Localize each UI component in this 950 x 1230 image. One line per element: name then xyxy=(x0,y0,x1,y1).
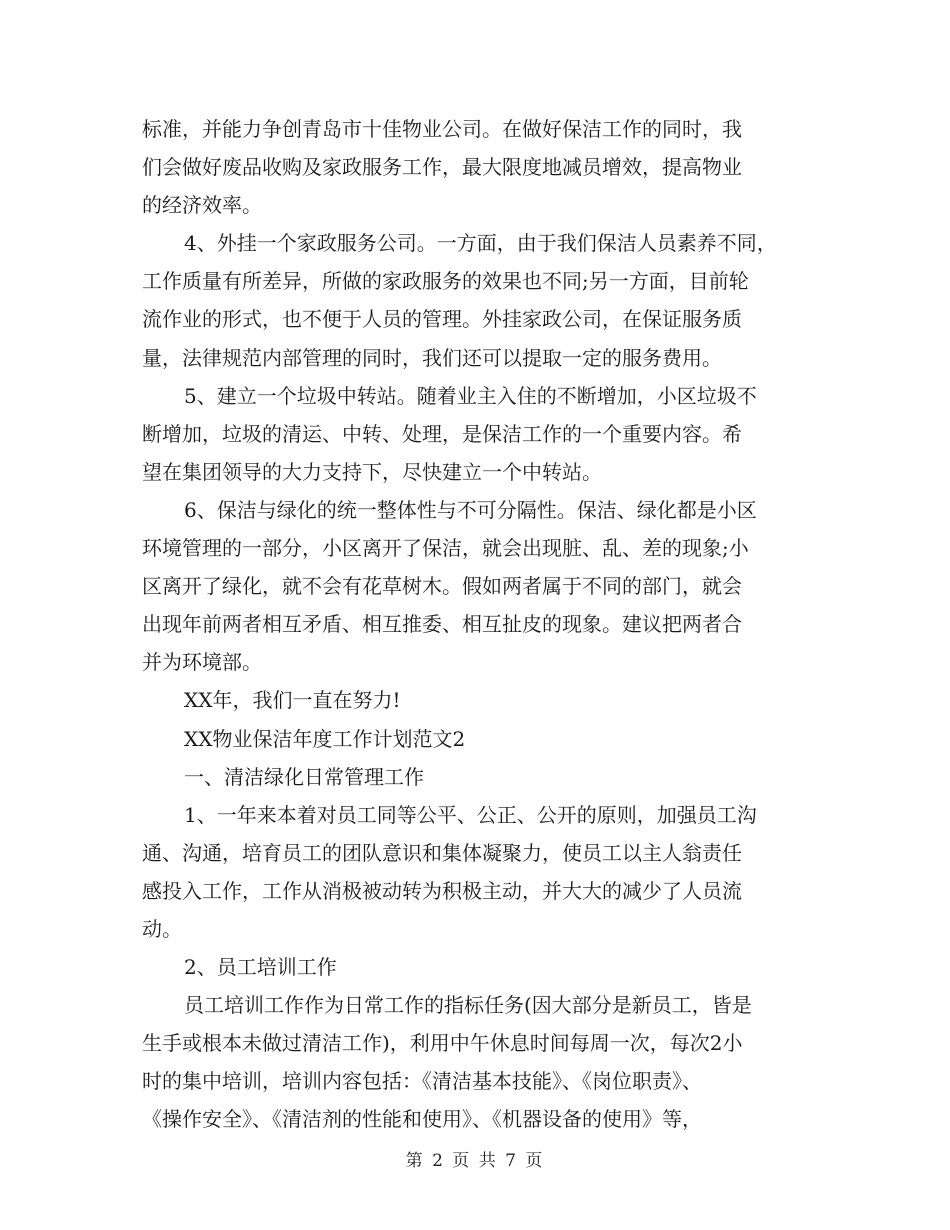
text-line: 断增加，垃圾的清运、中转、处理，是保洁工作的一个重要内容。希 xyxy=(142,421,742,446)
text-line: 6、保洁与绿化的统一整体性与不可分隔性。保洁、绿化都是小区 xyxy=(184,497,757,522)
text-line: 生手或根本未做过清洁工作)，利用中午休息时间每周一次，每次2小 xyxy=(142,1031,743,1056)
text-line: 通、沟通，培育员工的团队意识和集体凝聚力，使员工以主人翁责任 xyxy=(142,840,742,865)
page-footer: 第 2 页 共 7 页 xyxy=(405,1151,545,1171)
text-line: 员工培训工作作为日常工作的指标任务(因大部分是新员工，皆是 xyxy=(184,993,752,1018)
text-line: XX物业保洁年度工作计划范文2 xyxy=(184,726,466,751)
text-line: 的经济效率。 xyxy=(142,193,262,218)
text-line: 并为环境部。 xyxy=(142,650,262,675)
document-body xyxy=(142,110,812,1139)
text-line: 4、外挂一个家政服务公司。一方面，由于我们保洁人员素养不同， xyxy=(184,231,777,256)
text-line: 区离开了绿化，就不会有花草树木。假如两者属于不同的部门，就会 xyxy=(142,574,742,599)
text-line: 标准，并能力争创青岛市十佳物业公司。在做好保洁工作的同时，我 xyxy=(142,117,742,141)
text-line: 流作业的形式，也不便于人员的管理。外挂家政公司，在保证服务质 xyxy=(142,307,742,332)
text-line: 5、建立一个垃圾中转站。随着业主入住的不断增加，小区垃圾不 xyxy=(184,383,757,408)
text-line: XX年，我们一直在努力! xyxy=(184,688,401,713)
text-line: 出现年前两者相互矛盾、相互推委、相互扯皮的现象。建议把两者合 xyxy=(142,612,742,637)
text-line: 1、一年来本着对员工同等公平、公正、公开的原则，加强员工沟 xyxy=(184,802,757,827)
text-line: 动。 xyxy=(142,916,182,941)
text-line: 《操作安全》、《清洁剂的性能和使用》、《机器设备的使用》等， xyxy=(142,1107,702,1132)
text-line: 量，法律规范内部管理的同时，我们还可以提取一定的服务费用。 xyxy=(142,345,722,370)
text-line: 们会做好废品收购及家政服务工作，最大限度地减员增效，提高物业 xyxy=(142,155,742,180)
text-line: 环境管理的一部分，小区离开了保洁，就会出现脏、乱、差的现象;小 xyxy=(142,536,749,561)
text-line: 一、清洁绿化日常管理工作 xyxy=(184,764,424,789)
text-line: 时的集中培训，培训内容包括：《清洁基本技能》、《岗位职责》、 xyxy=(142,1069,702,1094)
text-line: 望在集团领导的大力支持下，尽快建立一个中转站。 xyxy=(142,459,602,484)
text-line: 工作质量有所差异，所做的家政服务的效果也不同;另一方面，目前轮 xyxy=(142,269,749,294)
text-line: 2、员工培训工作 xyxy=(184,955,337,980)
text-line: 感投入工作，工作从消极被动转为积极主动，并大大的减少了人员流 xyxy=(142,878,742,903)
